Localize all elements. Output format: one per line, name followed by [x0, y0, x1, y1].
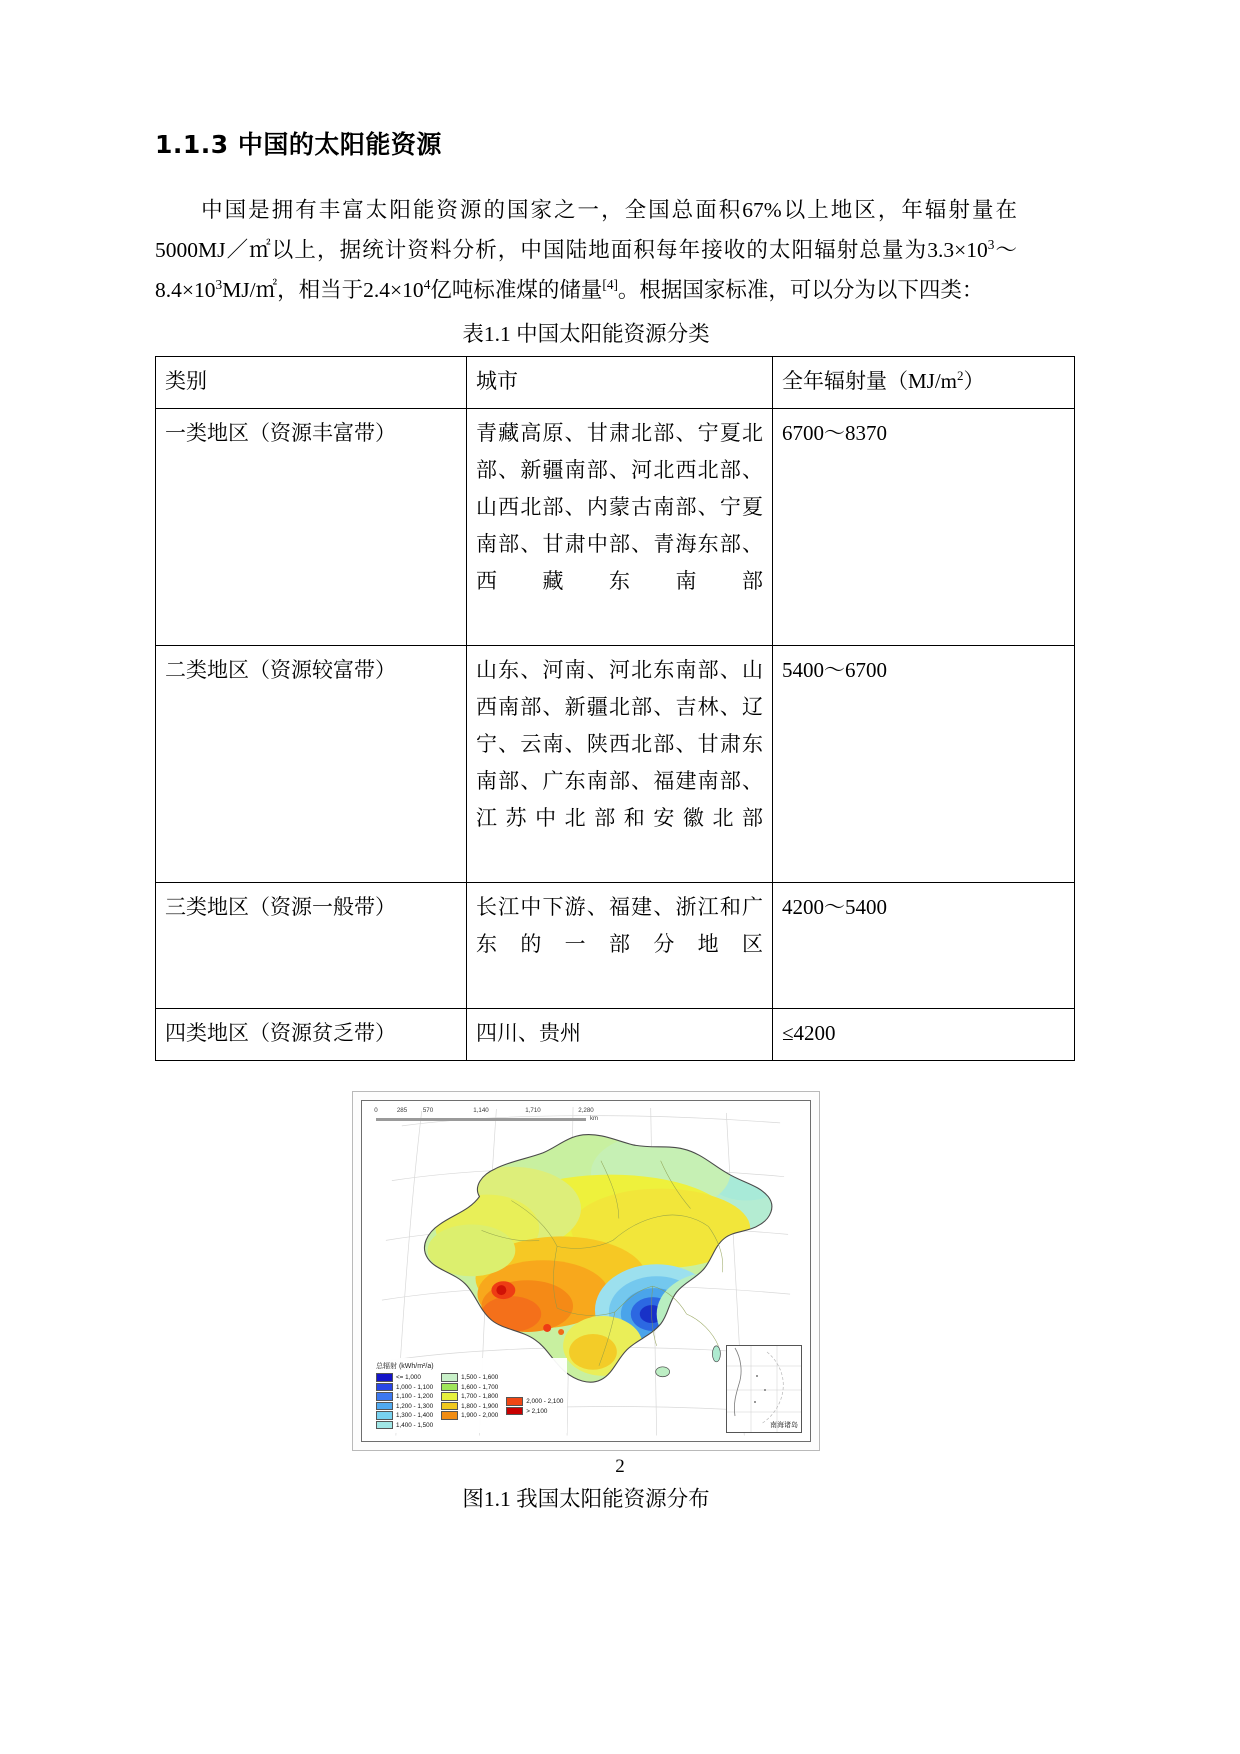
legend-swatch: [441, 1402, 458, 1411]
para-seg-10: 2.4×10: [363, 278, 424, 302]
section-heading: 1.1.3 中国的太阳能资源: [155, 130, 442, 159]
legend-title: 总辐射 (kWh/m²/a): [376, 1363, 434, 1371]
table-header-category: 类别: [156, 357, 467, 409]
solar-resource-table: [155, 356, 1075, 1061]
radiation-header-suffix: ）: [963, 369, 985, 394]
legend-item: [376, 1402, 433, 1411]
cell-cities: [467, 883, 773, 1009]
para-seg-4: 5000MJ／㎡: [155, 238, 272, 262]
legend-swatch: [441, 1411, 458, 1420]
legend-swatch: [441, 1373, 458, 1382]
citation-ref: [4]: [602, 276, 618, 292]
legend-item: [441, 1383, 498, 1392]
scalebar-tick: 0: [374, 1107, 378, 1115]
cell-radiation: 4200～5400: [773, 883, 1075, 1009]
legend-swatch: [376, 1392, 393, 1401]
legend-label: 1,000 - 1,100: [396, 1383, 434, 1391]
table-header-city: 城市: [467, 357, 773, 409]
para-seg-3: 以上地区，年辐射量在: [781, 198, 1017, 222]
legend-swatch: [376, 1383, 393, 1392]
legend-item: [376, 1411, 433, 1420]
legend-label: > 2,100: [526, 1407, 548, 1415]
map-canvas: [361, 1100, 811, 1442]
page-number: 2: [615, 1456, 625, 1477]
radiation-header-prefix: 全年辐射量（MJ/m: [782, 369, 958, 394]
cell-category: 一类地区（资源丰富带）: [156, 409, 467, 646]
solar-resource-map: [352, 1091, 820, 1451]
legend-column-3: [506, 1373, 563, 1429]
para-seg-2: 67%: [742, 198, 782, 222]
para-seg-11: 亿吨标准煤的储量: [430, 278, 603, 302]
legend-item: [376, 1383, 433, 1392]
body-paragraph: [155, 190, 1017, 310]
legend-swatch: [441, 1392, 458, 1401]
legend-swatch: [376, 1373, 393, 1382]
table-header-radiation: [773, 357, 1075, 409]
cell-cities-text: 长江中下游、福建、浙江和广东的一部分地区: [476, 895, 763, 957]
page-content: [155, 130, 1017, 1516]
cell-cities-text: 青藏高原、甘肃北部、宁夏北部、新疆南部、河北西北部、山西北部、内蒙古南部、宁夏南部、甘肃中部、青海东部、西藏东南部: [476, 421, 763, 594]
para-seg-9: ，相当于: [277, 278, 364, 302]
legend-item: [441, 1402, 498, 1411]
para-seg-6: 3.3×10: [927, 238, 988, 262]
table-row: [156, 883, 1075, 1009]
legend-label: 1,800 - 1,900: [461, 1402, 499, 1410]
legend-label: 1,700 - 1,800: [461, 1393, 499, 1400]
legend-column-2: [441, 1373, 498, 1429]
legend-swatch: [506, 1397, 523, 1406]
cell-cities: [467, 646, 773, 883]
map-scalebar: [376, 1107, 606, 1125]
map-legend: [372, 1358, 567, 1433]
figure-container: [155, 1091, 1017, 1451]
scalebar-unit: km: [590, 1116, 598, 1123]
legend-item: [441, 1411, 498, 1420]
legend-item: [376, 1373, 433, 1382]
legend-label: 1,200 - 1,300: [396, 1402, 434, 1410]
cell-category: 二类地区（资源较富带）: [156, 646, 467, 883]
scalebar-tick: 2,280: [578, 1107, 594, 1115]
legend-swatch: [376, 1402, 393, 1411]
legend-item: [376, 1392, 433, 1401]
legend-label: 1,600 - 1,700: [461, 1383, 499, 1391]
south-china-sea-inset: [726, 1345, 802, 1433]
table-row: [156, 646, 1075, 883]
cell-radiation: 6700～8370: [773, 409, 1075, 646]
legend-swatch: [506, 1407, 523, 1416]
legend-label: 1,300 - 1,400: [396, 1412, 434, 1419]
para-seg-7: ～8.4×10: [155, 238, 1017, 302]
para-sup-6: 3: [987, 236, 995, 252]
legend-item: [441, 1373, 498, 1382]
legend-item: [376, 1421, 433, 1430]
figure-caption: 图1.1 我国太阳能资源分布: [462, 1487, 710, 1512]
scalebar-tick: 1,140: [473, 1107, 489, 1115]
cell-cities: [467, 409, 773, 646]
scalebar-tick: 285: [396, 1107, 408, 1115]
legend-label: 2,000 - 2,100: [526, 1398, 564, 1405]
para-seg-12: 。根据国家标准，可以分为以下四类：: [617, 278, 984, 302]
legend-columns: [376, 1373, 563, 1429]
para-sup-10: 4: [423, 276, 431, 292]
legend-item: [506, 1407, 563, 1416]
legend-item: [506, 1397, 563, 1406]
para-seg-1: 中国是拥有丰富太阳能资源的国家之一，全国总面积: [199, 198, 743, 222]
legend-label: 1,900 - 2,000: [461, 1412, 499, 1419]
cell-cities: 四川、贵州: [467, 1009, 773, 1061]
radiation-header-sup: 2: [957, 368, 964, 384]
legend-label: 1,500 - 1,600: [461, 1374, 499, 1381]
table-header-row: [156, 357, 1075, 409]
legend-column-1: [376, 1373, 433, 1429]
table-row: [156, 1009, 1075, 1061]
legend-swatch: [376, 1411, 393, 1420]
legend-swatch: [441, 1383, 458, 1392]
scalebar-ticks: [376, 1107, 606, 1118]
legend-label: <= 1,000: [396, 1374, 421, 1381]
inset-label: 南海诸岛: [770, 1422, 798, 1430]
table-caption: 表1.1 中国太阳能资源分类: [462, 322, 710, 346]
cell-cities-text: 山东、河南、河北东南部、山西南部、新疆北部、吉林、辽宁、云南、陕西北部、甘肃东南部、广东南部、福建南部、江苏中北部和安徽北部: [476, 658, 763, 831]
para-seg-5: 以上，据统计资料分析，中国陆地面积每年接收的太阳辐射总量为: [271, 238, 928, 262]
cell-radiation: 5400～6700: [773, 646, 1075, 883]
legend-item: [441, 1392, 498, 1401]
legend-swatch: [376, 1421, 393, 1430]
legend-label: 1,400 - 1,500: [396, 1421, 434, 1429]
cell-radiation: ≤4200: [773, 1009, 1075, 1061]
cell-category: 三类地区（资源一般带）: [156, 883, 467, 1009]
cell-category: 四类地区（资源贫乏带）: [156, 1009, 467, 1061]
scalebar-tick: 570: [422, 1107, 434, 1115]
legend-label: 1,100 - 1,200: [396, 1393, 434, 1400]
para-seg-8: MJ/㎡: [222, 278, 278, 302]
table-row: [156, 409, 1075, 646]
scalebar-tick: 1,710: [525, 1107, 541, 1115]
para-sup-7: 3: [215, 276, 223, 292]
scalebar-line: [376, 1118, 586, 1121]
